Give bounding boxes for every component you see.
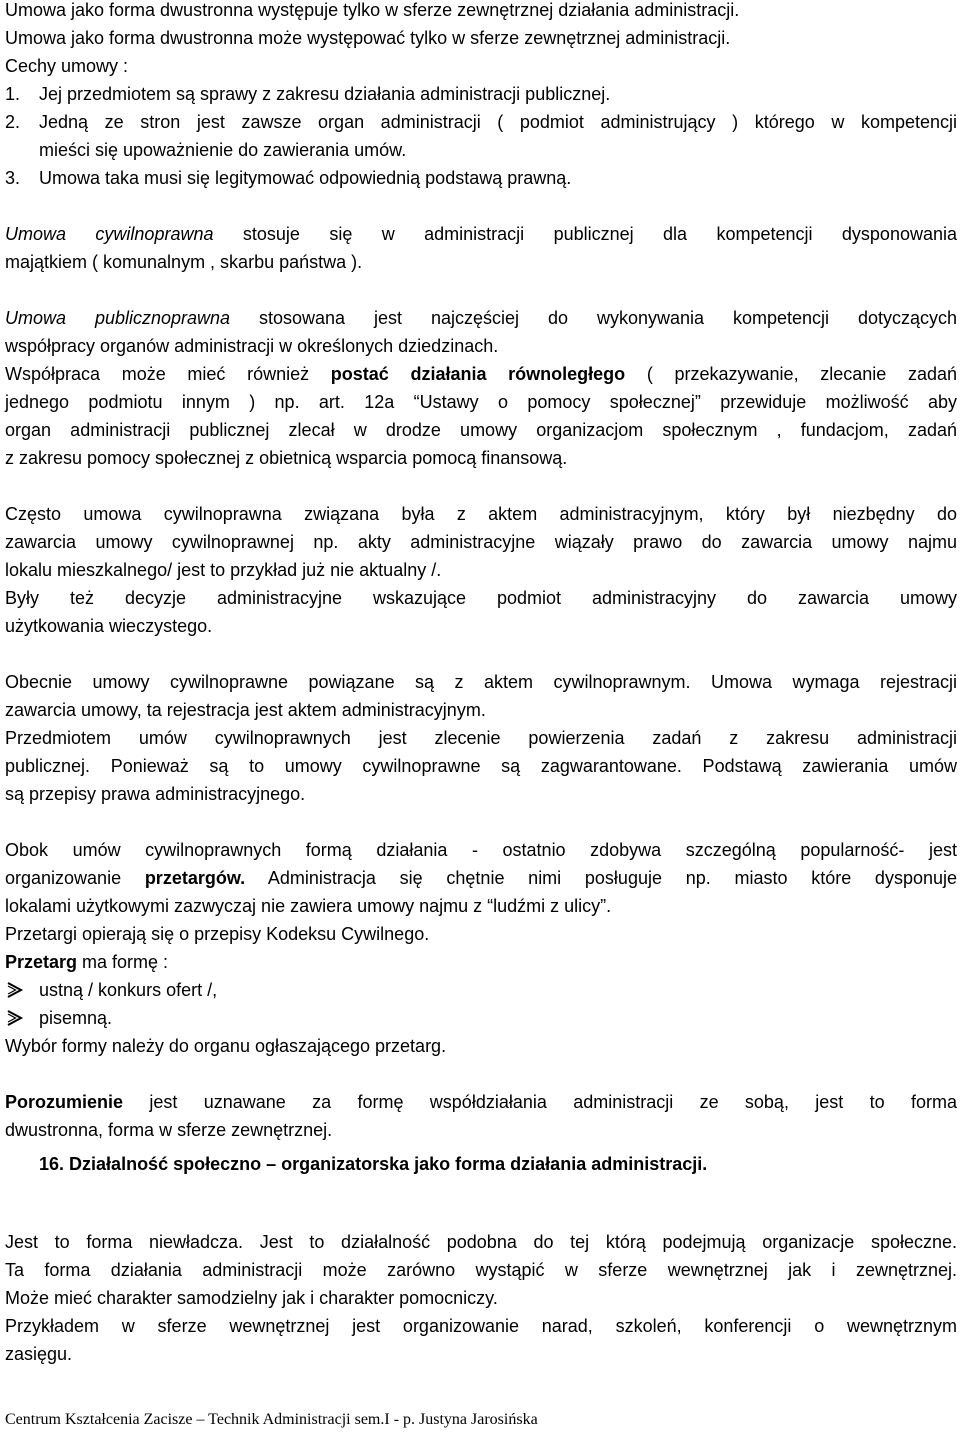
tender-bold-term: przetargów. (144, 868, 246, 888)
coop-text-b: ( przekazywanie, zlecanie zadań (625, 364, 957, 384)
now-line-1: Obecnie umowy cywilnoprawne powiązane są z aktem cywilnoprawnym. Umowa wymaga rejestracji (5, 672, 957, 692)
coop-line-1 (5, 360, 957, 388)
social-line-5: zasięgu. (5, 1344, 73, 1364)
coop-line-3: organ administracji publicznej zlecał w drodze umowy organizacjom społecznym , fundacjom, zadań (5, 420, 957, 440)
often-line-2: zawarcia umowy cywilnoprawnej np. akty administracyjne wiązały prawo do zawarcia umowy najmu (5, 532, 957, 552)
intro-line-1: Umowa jako forma dwustronna występuje tylko w sferze zewnętrznej działania administracji. (5, 0, 740, 20)
coop-text-a: Współpraca może mieć również (5, 364, 331, 384)
tender-line-3: lokalami użytkowymi zazwyczaj nie zawiera umowy najmu z “ludźmi z ulicy”. (5, 896, 612, 916)
intro-line-2: Umowa jako forma dwustronna może występować tylko w sferze zewnętrznej administracji. (5, 28, 731, 48)
tender-form-text: ma formę : (77, 952, 169, 972)
tender-line-5 (5, 948, 168, 976)
often-line-1: Często umowa cywilnoprawna związana była z aktem administracyjnym, który był niezbędny do (5, 504, 957, 524)
features-heading: Cechy umowy : (5, 56, 129, 76)
list-number: 2. (5, 112, 21, 132)
feature-item-1 (5, 80, 611, 108)
arrowhead-bullet-icon (5, 1004, 27, 1032)
bullet-text: ustną / konkurs ofert /, (39, 980, 218, 1000)
now-line-4: publicznej. Ponieważ są to umowy cywilnoprawne są zagwarantowane. Podstawą zawierania umów (5, 756, 957, 776)
public-contract-line-1 (5, 304, 957, 332)
public-contract-line-2: współpracy organów administracji w określonych dziedzinach. (5, 336, 499, 356)
list-number: 3. (5, 168, 21, 188)
feature-text: Umowa taka musi się legitymować odpowiednią podstawą prawną. (39, 168, 572, 188)
agreement-line-2: dwustronna, forma w sferze zewnętrznej. (5, 1120, 333, 1140)
now-line-3: Przedmiotem umów cywilnoprawnych jest zlecenie powierzenia zadań z zakresu administracji (5, 728, 957, 748)
tender-line-2 (5, 864, 957, 892)
tender-text-a: organizowanie (5, 868, 145, 888)
tender-form-term: Przetarg (5, 952, 78, 972)
feature-item-2 (5, 108, 957, 136)
social-line-3: Może mieć charakter samodzielny jak i charakter pomocniczy. (5, 1288, 498, 1308)
social-line-4: Przykładem w sferze wewnętrznej jest organizowanie narad, szkoleń, konferencji o wewnętrznym (5, 1316, 957, 1336)
arrowhead-bullet-icon (5, 976, 27, 1004)
tender-line-4: Przetargi opierają się o przepisy Kodeksu Cywilnego. (5, 924, 430, 944)
term-civil-contract: Umowa cywilnoprawna (5, 224, 214, 244)
feature-text: Jej przedmiotem są sprawy z zakresu działania administracji publicznej. (39, 84, 611, 104)
section-number: 16. (39, 1154, 65, 1174)
often-line-3: lokalu mieszkalnego/ jest to przykład już nie aktualny /. (5, 560, 442, 580)
term-public-contract: Umowa publicznoprawna (5, 308, 231, 328)
public-contract-text: stosowana jest najczęściej do wykonywania kompetencji dotyczących (230, 308, 957, 328)
page-footer: Centrum Kształcenia Zacisze – Technik Administracji sem.I - p. Justyna Jarosińska (5, 1411, 538, 1428)
feature-item-3 (5, 164, 572, 192)
coop-line-4: z zakresu pomocy społecznej z obietnicą wsparcia pomocą finansową. (5, 448, 568, 468)
tender-line-1: Obok umów cywilnoprawnych formą działania - ostatnio zdobywa szczególną popularność- jest (5, 840, 957, 860)
agreement-text: jest uznawane za formę współdziałania administracji ze sobą, jest to forma (123, 1092, 957, 1112)
feature-item-2-cont: mieści się upoważnienie do zawierania umów. (39, 140, 407, 160)
feature-text: Jedną ze stron jest zawsze organ administracji ( podmiot administrujący ) którego w kompetencji (39, 112, 957, 132)
civil-contract-line-2: majątkiem ( komunalnym , skarbu państwa ). (5, 252, 363, 272)
list-number: 1. (5, 84, 21, 104)
social-line-2: Ta forma działania administracji może zarówno wystąpić w sferze wewnętrznej jak i zewnętrznej. (5, 1260, 957, 1280)
now-line-2: zawarcia umowy, ta rejestracja jest aktem administracyjnym. (5, 700, 486, 720)
civil-contract-line-1 (5, 220, 957, 248)
section-heading (39, 1150, 707, 1178)
tender-line-6: Wybór formy należy do organu ogłaszającego przetarg. (5, 1036, 447, 1056)
bullet-text: pisemną. (39, 1008, 113, 1028)
coop-bold-term: postać działania równoległego (330, 364, 626, 384)
agreement-line-1 (5, 1088, 957, 1116)
coop-line-2: jednego podmiotu innym ) np. art. 12a “Ustawy o pomocy społecznej” przewiduje możliwość aby (5, 392, 957, 412)
often-line-5: użytkowania wieczystego. (5, 616, 213, 636)
section-title: Działalność społeczno – organizatorska jako forma działania administracji. (69, 1154, 708, 1174)
term-agreement: Porozumienie (5, 1092, 124, 1112)
often-line-4: Były też decyzje administracyjne wskazujące podmiot administracyjny do zawarcia umowy (5, 588, 957, 608)
now-line-5: są przepisy prawa administracyjnego. (5, 784, 306, 804)
tender-text-b: Administracja się chętnie nimi posługuje np. miasto które dysponuje (245, 868, 957, 888)
civil-contract-text: stosuje się w administracji publicznej dla kompetencji dysponowania (213, 224, 957, 244)
social-line-1: Jest to forma niewładcza. Jest to działalność podobna do tej którą podejmują organizacje społeczne. (5, 1232, 957, 1252)
